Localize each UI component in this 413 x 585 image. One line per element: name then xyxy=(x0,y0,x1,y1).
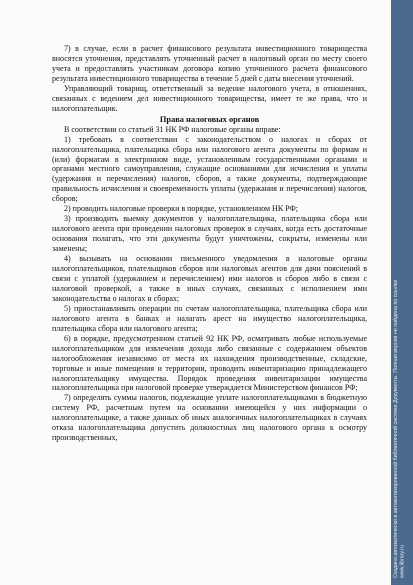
list-item: 2) проводить налоговые проверки в порядке, установленном НК РФ; xyxy=(64,204,299,214)
watermark-sidebar xyxy=(391,0,413,585)
paragraph: В соответствии со статьей 31 НК РФ налоговые органы вправе: xyxy=(64,124,281,134)
document-body xyxy=(52,44,367,443)
watermark-text xyxy=(393,8,411,578)
list-item: 6) в порядке, предусмотренном статьей 92 НК РФ, осматривать любые используемые налогоплательщиком для извлечения дохода либо связанные с содержанием объектов налогообложения независимо от места их нахождения производственные, складские, торговые и иные помещения и территории, проводить инвентаризацию принадлежащего налогоплательщику имущества. Порядок проведения инвентаризации имущества налогоплательщика при налоговой проверке утверждается Министерством финансов РФ; xyxy=(52,333,367,393)
paragraph: Управляющий товарищ, ответственный за ведение налогового учета, в отношениях, связанных с ведением дел инвестиционного товарищества, имеет те же права, что и налогоплательщик. xyxy=(52,83,367,113)
section-heading: Права налоговых органов xyxy=(159,114,260,124)
list-item: 4) вызывать на основании письменного уведомления в налоговые органы налогоплательщиков, плательщиков сборов или налоговых агентов для дачи пояснений в связи с уплатой (удержанием и перечислением) ими налогов и сборов либо в связи с налоговой проверкой, а также в иных случаях, связанных с исполнением ими законодательства о налогах и сборах; xyxy=(52,254,367,303)
paragraph: 7) в случае, если в расчет финансового результата инвестиционного товарищества вносятся уточнения, представлять уточненный расчет в налоговый орган по месту своего учета и предоставлять участникам договора копию уточненного расчета финансового результата инвестиционного товарищества в течение 5 дней с даты внесения уточнений. xyxy=(52,44,367,83)
watermark-line: Создано автоматически в автоматизированной библиотечной системе Документы. Полная версия не найдена по ссылке xyxy=(393,279,399,578)
list-item: 1) требовать в соответствии с законодательством о налогах и сборах от налогоплательщика, плательщика сбора или налогового агента документы по формам и (или) форматам в электронном виде, установленным государственными органами и органами местного самоуправления, служащие основаниями для исчисления и уплаты (удержания и перечисления) налогов, сборов, а также документы, подтверждающие правильность исчисления и своевременность уплаты (удержания и перечисления) налогов, сборов; xyxy=(52,134,367,204)
list-item: 3) производить выемку документов у налогоплательщика, плательщика сбора или налогового агента при проведении налоговых проверок в случаях, когда есть достаточные основания полагать, что эти документы будут уничтожены, сокрыты, изменены или заменены; xyxy=(52,214,367,254)
watermark-link[interactable]: www.library.ru xyxy=(399,545,406,578)
list-item: 5) приостанавливать операции по счетам налогоплательщика, плательщика сбора или налогового агента в банках и налагать арест на имущество налогоплательщика, плательщика сбора или налогового агента; xyxy=(52,303,367,333)
list-item: 7) определять суммы налогов, подлежащие уплате налогоплательщиками в бюджетную систему РФ, расчетным путем на основании имеющейся у них информации о налогоплательщике, а также данных об иных аналогичных налогоплательщиках в случаях отказа налогоплательщика допустить должностных лиц налогового органа к осмотру производственных, xyxy=(52,393,367,443)
